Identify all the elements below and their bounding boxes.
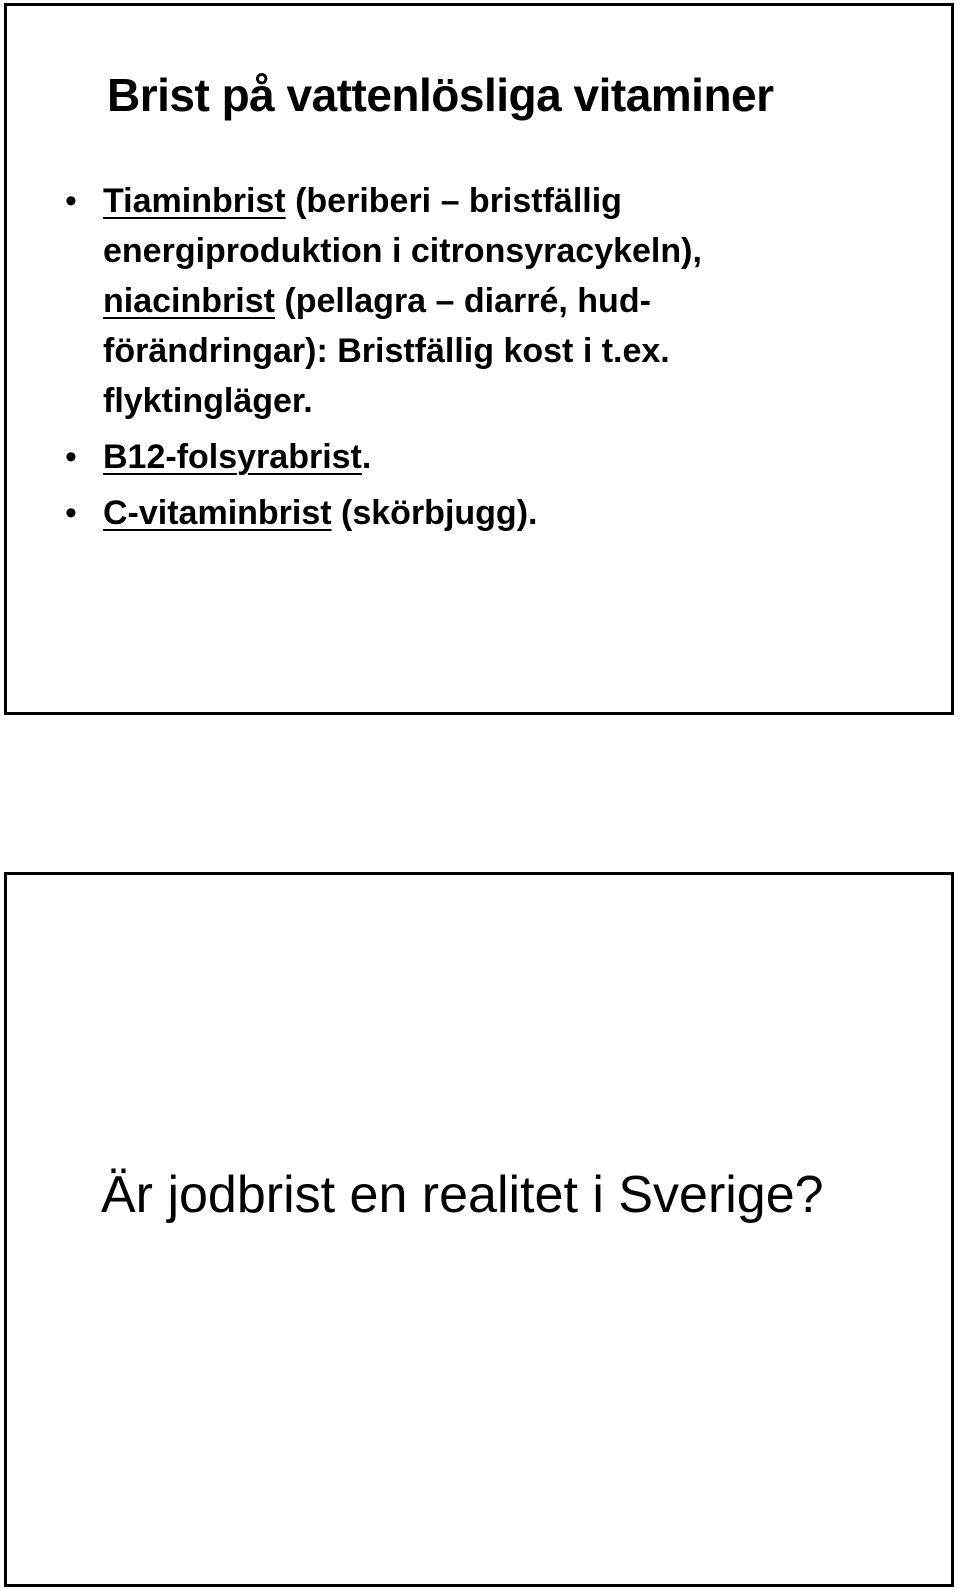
- slide-1: [4, 3, 954, 715]
- b12-deficiency-suffix: .: [361, 438, 372, 476]
- bullet-item-b12: [65, 432, 805, 482]
- bullet-item-vitamin-c: [65, 488, 805, 538]
- thiamine-deficiency-description: (beriberi – bristfällig energiproduktion i citronsyracykeln),: [103, 182, 702, 270]
- vitamin-c-deficiency-term: C-vitaminbrist: [103, 494, 332, 532]
- thiamine-deficiency-term: Tiaminbrist: [103, 182, 286, 220]
- niacin-deficiency-term: niacinbrist: [103, 282, 275, 320]
- bullet-item-thiamine-niacin: [65, 176, 805, 426]
- b12-deficiency-term: B12-folsyrabrist: [103, 438, 362, 476]
- slide-2-question: Är jodbrist en realitet i Sverige?: [101, 1166, 824, 1224]
- vitamin-c-deficiency-description: (skörbjugg).: [331, 494, 538, 532]
- bullet-list: [65, 176, 805, 544]
- slide-2: [4, 872, 954, 1587]
- niacin-deficiency-description: (pellagra – diarré, hud-förändringar): Bristfällig kost i t.ex. flyktingläger.: [103, 282, 670, 420]
- slide-1-title: Brist på vattenlösliga vitaminer: [107, 69, 774, 121]
